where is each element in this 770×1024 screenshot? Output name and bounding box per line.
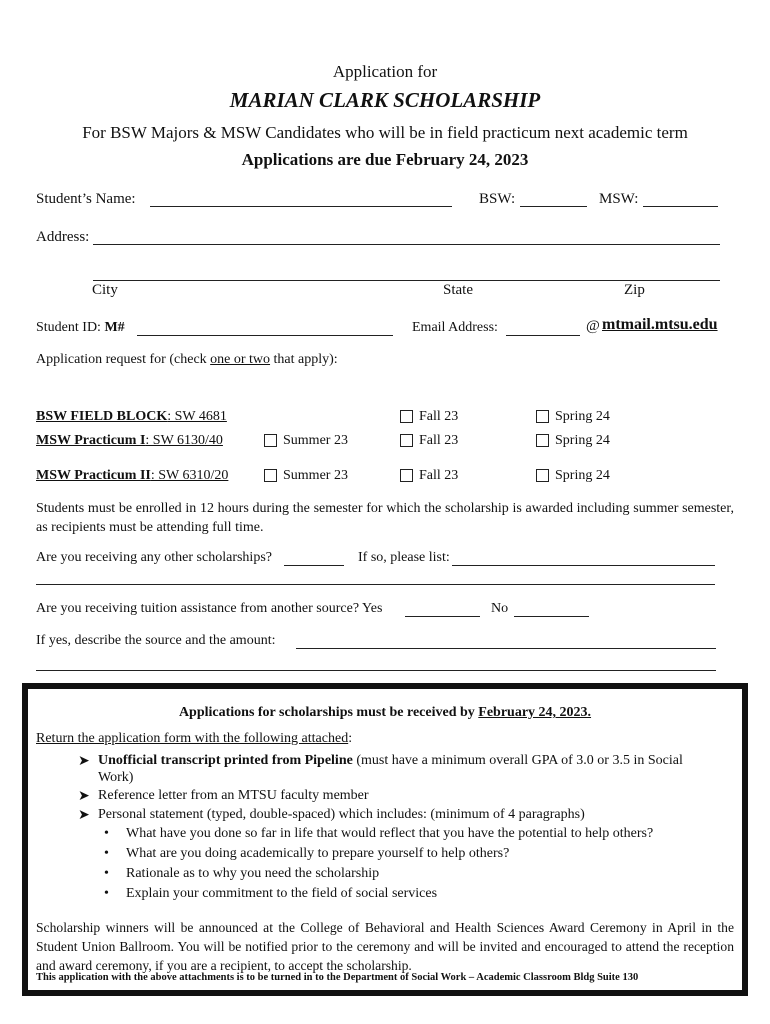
zip-label: Zip bbox=[624, 282, 645, 298]
if-so-label: If so, please list: bbox=[358, 550, 450, 565]
no-label: No bbox=[491, 601, 509, 616]
summer23-label: Summer 23 bbox=[283, 468, 348, 483]
m-number-label: M# bbox=[104, 320, 125, 335]
spring24-label: Spring 24 bbox=[555, 433, 610, 448]
describe-source-label: If yes, describe the source and the amount: bbox=[36, 633, 276, 648]
tuition-assistance-question: Are you receiving tuition assistance from another source? Yes bbox=[36, 601, 383, 616]
scholarships-list-field[interactable] bbox=[452, 565, 715, 566]
attachment-item-statement: Personal statement (typed, double-spaced) which includes: (minimum of 4 paragraphs) bbox=[98, 807, 585, 822]
msw1-spring24-checkbox[interactable] bbox=[536, 434, 549, 447]
scholarships-list-field-2[interactable] bbox=[36, 584, 715, 585]
email-field[interactable] bbox=[506, 335, 580, 336]
describe-source-field[interactable] bbox=[296, 648, 716, 649]
return-instructions: Return the application form with the following attached: bbox=[36, 731, 353, 746]
bsw-field[interactable] bbox=[520, 206, 587, 207]
due-date: Applications are due February 24, 2023 bbox=[241, 150, 529, 169]
page-subtitle: For BSW Majors & MSW Candidates who will be in field practicum next academic term bbox=[82, 123, 688, 142]
student-name-label: Student’s Name: bbox=[36, 191, 136, 207]
arrow-bullet-icon: ➤ bbox=[78, 789, 90, 804]
submission-footer: This application with the above attachments is to be turned in to the Department of Social Work – Academic Classroom Bldg Suite 130 bbox=[36, 972, 639, 983]
fall23-label: Fall 23 bbox=[419, 468, 459, 483]
attachment-item-transcript: Unofficial transcript printed from Pipeline (must have a minimum overall GPA of 3.0 or 3.5 in Social bbox=[98, 753, 683, 768]
email-label: Email Address: bbox=[412, 320, 498, 335]
bsw-fall23-checkbox[interactable] bbox=[400, 410, 413, 423]
fall23-label: Fall 23 bbox=[419, 409, 459, 424]
fall23-label: Fall 23 bbox=[419, 433, 459, 448]
summer23-label: Summer 23 bbox=[283, 433, 348, 448]
announcement-text: Scholarship winners will be announced at the College of Behavioral and Health Sciences Award Ceremony in April in the Student Union Ballroom. You will be notified prior to the ceremony and will be invited and encouraged to attend the reception and award ceremony, if you are a recipient, to accept the scholarship. bbox=[36, 920, 734, 973]
statement-prompt-4: Explain your commitment to the field of social services bbox=[126, 886, 438, 901]
bullet-icon: • bbox=[104, 846, 109, 861]
bsw-spring24-checkbox[interactable] bbox=[536, 410, 549, 423]
msw-label: MSW: bbox=[599, 191, 639, 207]
attachment-item-reference: Reference letter from an MTSU faculty member bbox=[98, 788, 369, 803]
deadline-notice: Applications for scholarships must be received by February 24, 2023. bbox=[178, 705, 592, 720]
other-scholarships-question: Are you receiving any other scholarships? bbox=[36, 550, 272, 565]
spring24-label: Spring 24 bbox=[555, 409, 610, 424]
email-at-sign: @ bbox=[586, 318, 600, 334]
course-msw-practicum-1: MSW Practicum I: SW 6130/40 bbox=[36, 433, 223, 448]
bullet-icon: • bbox=[104, 866, 109, 881]
page-title: MARIAN CLARK SCHOLARSHIP bbox=[229, 88, 541, 112]
application-request-label: Application request for (check one or two that apply): bbox=[36, 352, 338, 367]
address-label: Address: bbox=[36, 229, 90, 245]
student-name-field[interactable] bbox=[150, 206, 452, 207]
bsw-label: BSW: bbox=[479, 191, 516, 207]
tuition-yes-field[interactable] bbox=[405, 616, 480, 617]
msw1-fall23-checkbox[interactable] bbox=[400, 434, 413, 447]
course-bsw-field-block: BSW FIELD BLOCK: SW 4681 bbox=[36, 409, 227, 424]
arrow-bullet-icon: ➤ bbox=[78, 754, 90, 769]
other-scholarships-field[interactable] bbox=[284, 565, 344, 566]
statement-prompt-3: Rationale as to why you need the scholarship bbox=[126, 866, 380, 881]
course-msw-practicum-2: MSW Practicum II: SW 6310/20 bbox=[36, 468, 229, 483]
statement-prompt-1: What have you done so far in life that would reflect that you have the potential to help others? bbox=[126, 826, 654, 841]
msw-field[interactable] bbox=[643, 206, 718, 207]
enrollment-note: Students must be enrolled in 12 hours during the semester for which the scholarship is awarded including summer semester, as recipients must be attending full time. bbox=[36, 501, 734, 535]
city-state-zip-field[interactable] bbox=[93, 280, 720, 281]
tuition-no-field[interactable] bbox=[514, 616, 589, 617]
msw2-fall23-checkbox[interactable] bbox=[400, 469, 413, 482]
bullet-icon: • bbox=[104, 886, 109, 901]
spring24-label: Spring 24 bbox=[555, 468, 610, 483]
student-id-field[interactable] bbox=[137, 335, 393, 336]
application-for-label: Application for bbox=[332, 62, 438, 81]
arrow-bullet-icon: ➤ bbox=[78, 808, 90, 823]
describe-source-field-2[interactable] bbox=[36, 670, 716, 671]
email-domain: mtmail.mtsu.edu bbox=[602, 316, 718, 333]
address-field[interactable] bbox=[93, 244, 720, 245]
msw2-spring24-checkbox[interactable] bbox=[536, 469, 549, 482]
state-label: State bbox=[443, 282, 473, 298]
city-label: City bbox=[92, 282, 118, 298]
msw2-summer23-checkbox[interactable] bbox=[264, 469, 277, 482]
attachment-item-transcript-cont: Work) bbox=[98, 770, 134, 785]
bullet-icon: • bbox=[104, 826, 109, 841]
statement-prompt-2: What are you doing academically to prepare yourself to help others? bbox=[126, 846, 510, 861]
student-id-label: Student ID: M# bbox=[36, 320, 125, 335]
msw1-summer23-checkbox[interactable] bbox=[264, 434, 277, 447]
